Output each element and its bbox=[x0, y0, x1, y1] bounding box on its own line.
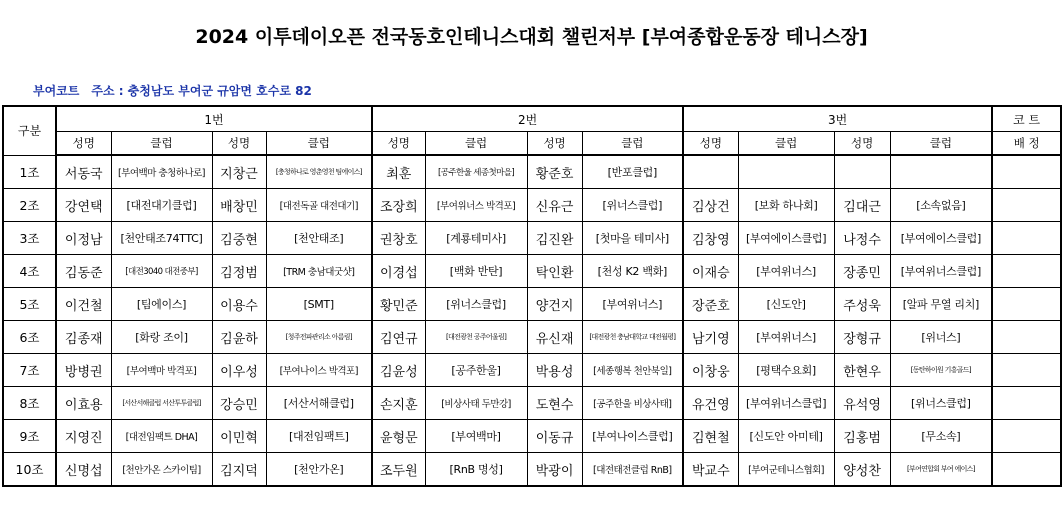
player-name: 김상건 bbox=[683, 189, 738, 222]
player-club: [부여에이스클럽] bbox=[738, 222, 834, 255]
player-name: 이재승 bbox=[683, 255, 738, 288]
player-club bbox=[738, 155, 834, 189]
group-label: 9조 bbox=[3, 420, 56, 453]
player-club: [알파 무열 리치] bbox=[890, 288, 992, 321]
court-assignment bbox=[992, 222, 1061, 255]
player-name: 김중현 bbox=[212, 222, 266, 255]
player-club: [백화 반탄] bbox=[425, 255, 527, 288]
player-club: [세종행복 천안북일] bbox=[582, 354, 683, 387]
player-club: [부여위너스클럽] bbox=[890, 255, 992, 288]
player-club: [대전3040 대전중부] bbox=[111, 255, 212, 288]
player-club: [평택수요회] bbox=[738, 354, 834, 387]
player-name: 유건영 bbox=[683, 387, 738, 420]
player-club: [부여에이스클럽] bbox=[890, 222, 992, 255]
club-header: 클럽 bbox=[111, 132, 212, 156]
draw-body bbox=[3, 155, 1061, 486]
table-row bbox=[3, 453, 1061, 487]
group-label: 3조 bbox=[3, 222, 56, 255]
player-name: 이창웅 bbox=[683, 354, 738, 387]
player-name: 김동준 bbox=[56, 255, 111, 288]
player-name: 나정수 bbox=[834, 222, 890, 255]
player-club: [충청하나로 영춘영천 팀에이스] bbox=[266, 155, 372, 189]
player-name: 강연택 bbox=[56, 189, 111, 222]
player-name: 박용성 bbox=[527, 354, 582, 387]
player-club: [대전임팩트 DHA] bbox=[111, 420, 212, 453]
player-name: 김윤하 bbox=[212, 321, 266, 354]
player-name: 지창근 bbox=[212, 155, 266, 189]
player-name: 이정남 bbox=[56, 222, 111, 255]
name-header: 성명 bbox=[372, 132, 425, 156]
club-header: 클럽 bbox=[266, 132, 372, 156]
player-name: 이동규 bbox=[527, 420, 582, 453]
court-header-2: 2번 bbox=[372, 106, 683, 132]
player-club: [무소속] bbox=[890, 420, 992, 453]
player-club: [팀에이스] bbox=[111, 288, 212, 321]
player-club: [공주한울 세종첫마을] bbox=[425, 155, 527, 189]
player-club: [공주한울 비상사태] bbox=[582, 387, 683, 420]
player-name: 남기영 bbox=[683, 321, 738, 354]
player-club: [동탄하이원 기흥골드] bbox=[890, 354, 992, 387]
player-club: [화랑 조이] bbox=[111, 321, 212, 354]
player-name: 장준호 bbox=[683, 288, 738, 321]
group-label: 7조 bbox=[3, 354, 56, 387]
header-row-fields bbox=[3, 132, 1061, 156]
player-name: 유신재 bbox=[527, 321, 582, 354]
player-club: [TRM 충남대굿샷] bbox=[266, 255, 372, 288]
player-name: 이우성 bbox=[212, 354, 266, 387]
player-name: 주성욱 bbox=[834, 288, 890, 321]
table-row bbox=[3, 155, 1061, 189]
table-row bbox=[3, 420, 1061, 453]
group-label: 4조 bbox=[3, 255, 56, 288]
group-label: 10조 bbox=[3, 453, 56, 487]
table-row bbox=[3, 321, 1061, 354]
group-label: 2조 bbox=[3, 189, 56, 222]
player-name: 손지훈 bbox=[372, 387, 425, 420]
player-name: 이경섭 bbox=[372, 255, 425, 288]
player-name: 윤형문 bbox=[372, 420, 425, 453]
player-name: 김지덕 bbox=[212, 453, 266, 487]
player-club: [위너스클럽] bbox=[890, 387, 992, 420]
player-name bbox=[683, 155, 738, 189]
table-row bbox=[3, 288, 1061, 321]
court-header-1: 1번 bbox=[56, 106, 372, 132]
player-club: [신도안] bbox=[738, 288, 834, 321]
player-club: [천안태조74TTC] bbox=[111, 222, 212, 255]
group-label: 5조 bbox=[3, 288, 56, 321]
player-club: [부여백마 충청하나로] bbox=[111, 155, 212, 189]
player-name: 방병권 bbox=[56, 354, 111, 387]
player-club: [대전대기클럽] bbox=[111, 189, 212, 222]
player-club: [천안가온] bbox=[266, 453, 372, 487]
player-name: 유석영 bbox=[834, 387, 890, 420]
draw-table bbox=[2, 105, 1062, 487]
player-name: 김정범 bbox=[212, 255, 266, 288]
player-name: 김진완 bbox=[527, 222, 582, 255]
table-row bbox=[3, 222, 1061, 255]
club-header: 클럽 bbox=[582, 132, 683, 156]
header-row-courts bbox=[3, 106, 1061, 132]
group-header: 구분 bbox=[3, 106, 56, 155]
page-title: 2024 이투데이오픈 전국동호인테니스대회 챌린저부 [부여종합운동장 테니스장] bbox=[195, 26, 868, 48]
venue-info bbox=[33, 82, 312, 99]
player-name: 이효용 bbox=[56, 387, 111, 420]
player-club: [서산서해클럽] bbox=[266, 387, 372, 420]
table-row bbox=[3, 387, 1061, 420]
player-name: 김종재 bbox=[56, 321, 111, 354]
player-name: 강승민 bbox=[212, 387, 266, 420]
player-club: [부여위너스] bbox=[738, 255, 834, 288]
player-name: 탁인환 bbox=[527, 255, 582, 288]
player-club: [부여나이스 박격포] bbox=[266, 354, 372, 387]
player-name: 김대근 bbox=[834, 189, 890, 222]
player-club: [부여백마 박격포] bbox=[111, 354, 212, 387]
player-club: [부여군테니스협회] bbox=[738, 453, 834, 487]
court-assignment bbox=[992, 453, 1061, 487]
player-club: [부여위너스] bbox=[738, 321, 834, 354]
player-name: 권창호 bbox=[372, 222, 425, 255]
player-name: 양건지 bbox=[527, 288, 582, 321]
club-header: 클럽 bbox=[890, 132, 992, 156]
player-club: [대전임팩트] bbox=[266, 420, 372, 453]
player-name bbox=[834, 155, 890, 189]
player-club: [소속없음] bbox=[890, 189, 992, 222]
table-row bbox=[3, 189, 1061, 222]
player-name: 이용수 bbox=[212, 288, 266, 321]
player-club: [계룡테미사] bbox=[425, 222, 527, 255]
player-name: 김창영 bbox=[683, 222, 738, 255]
name-header: 성명 bbox=[683, 132, 738, 156]
court-assignment bbox=[992, 288, 1061, 321]
player-name: 김연규 bbox=[372, 321, 425, 354]
player-club: [서산서해클럽 서산투투클럽] bbox=[111, 387, 212, 420]
court-header-3: 3번 bbox=[683, 106, 992, 132]
player-name: 이건철 bbox=[56, 288, 111, 321]
group-label: 8조 bbox=[3, 387, 56, 420]
player-club: [SMT] bbox=[266, 288, 372, 321]
table-row bbox=[3, 354, 1061, 387]
player-name: 장형규 bbox=[834, 321, 890, 354]
player-name: 양성찬 bbox=[834, 453, 890, 487]
player-name: 신유근 bbox=[527, 189, 582, 222]
player-name: 김윤성 bbox=[372, 354, 425, 387]
player-name: 황민준 bbox=[372, 288, 425, 321]
player-club: [천안가온 스카이팀] bbox=[111, 453, 212, 487]
player-club: [위너스클럽] bbox=[425, 288, 527, 321]
name-header: 성명 bbox=[527, 132, 582, 156]
club-header: 클럽 bbox=[425, 132, 527, 156]
court-assignment bbox=[992, 387, 1061, 420]
name-header: 성명 bbox=[212, 132, 266, 156]
player-name: 도현수 bbox=[527, 387, 582, 420]
player-club: [대전광천 공주어울림] bbox=[425, 321, 527, 354]
player-name: 김현철 bbox=[683, 420, 738, 453]
player-name: 박교수 bbox=[683, 453, 738, 487]
player-name: 서동국 bbox=[56, 155, 111, 189]
player-club: [대전태전클럽 RnB] bbox=[582, 453, 683, 487]
player-club: [보화 하나회] bbox=[738, 189, 834, 222]
player-name: 이민혁 bbox=[212, 420, 266, 453]
player-name: 조장희 bbox=[372, 189, 425, 222]
player-club: [신도안 아미테] bbox=[738, 420, 834, 453]
club-header: 클럽 bbox=[738, 132, 834, 156]
player-club: [공주한울] bbox=[425, 354, 527, 387]
player-name: 최훈 bbox=[372, 155, 425, 189]
venue-name: 부여코트 bbox=[33, 84, 80, 98]
group-label: 6조 bbox=[3, 321, 56, 354]
name-header: 성명 bbox=[834, 132, 890, 156]
name-header: 성명 bbox=[56, 132, 111, 156]
player-club: [대전광천 충남대학교 대전월평] bbox=[582, 321, 683, 354]
player-name: 지영진 bbox=[56, 420, 111, 453]
player-club: [첫마을 테미사] bbox=[582, 222, 683, 255]
player-club: [부여위너스클럽] bbox=[738, 387, 834, 420]
player-name: 장종민 bbox=[834, 255, 890, 288]
assign-header: 배 정 bbox=[992, 132, 1061, 156]
player-name: 김홍범 bbox=[834, 420, 890, 453]
player-name: 한현우 bbox=[834, 354, 890, 387]
table-row bbox=[3, 255, 1061, 288]
player-name: 조두원 bbox=[372, 453, 425, 487]
court-assignment bbox=[992, 255, 1061, 288]
player-club: [부여백마] bbox=[425, 420, 527, 453]
court-label-header: 코 트 bbox=[992, 106, 1061, 132]
player-club: [부여위너스] bbox=[582, 288, 683, 321]
player-club: [반포클럽] bbox=[582, 155, 683, 189]
player-club: [RnB 명성] bbox=[425, 453, 527, 487]
player-club: [비상사태 두만강] bbox=[425, 387, 527, 420]
court-assignment bbox=[992, 321, 1061, 354]
court-assignment bbox=[992, 420, 1061, 453]
player-name: 배창민 bbox=[212, 189, 266, 222]
player-name: 신명섭 bbox=[56, 453, 111, 487]
player-club: [부여위너스 박격포] bbox=[425, 189, 527, 222]
player-name: 박광이 bbox=[527, 453, 582, 487]
player-club: [위너스] bbox=[890, 321, 992, 354]
player-club bbox=[890, 155, 992, 189]
group-label: 1조 bbox=[3, 155, 56, 189]
player-club: [천성 K2 백화] bbox=[582, 255, 683, 288]
player-club: [부여나이스클럽] bbox=[582, 420, 683, 453]
player-club: [청주전파관리소 아름림] bbox=[266, 321, 372, 354]
player-club: [부여연합회 부여 에이스] bbox=[890, 453, 992, 487]
court-assignment bbox=[992, 155, 1061, 189]
venue-address: 주소 : 충청남도 부여군 규암면 호수로 82 bbox=[91, 84, 312, 98]
player-name: 황준호 bbox=[527, 155, 582, 189]
court-assignment bbox=[992, 189, 1061, 222]
player-club: [천안태조] bbox=[266, 222, 372, 255]
court-assignment bbox=[992, 354, 1061, 387]
player-club: [위너스클럽] bbox=[582, 189, 683, 222]
player-club: [대전독골 대전대기] bbox=[266, 189, 372, 222]
